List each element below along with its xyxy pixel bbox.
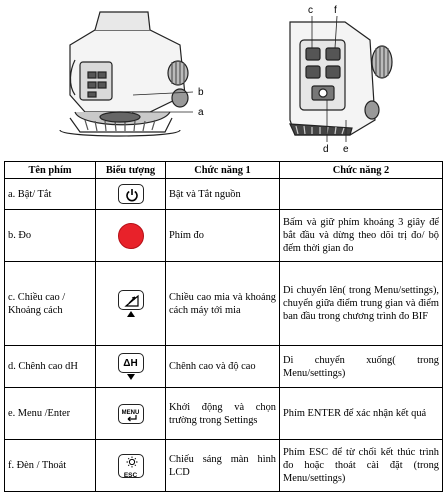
header-icon: Biểu tượng	[96, 162, 166, 179]
light-esc-icon: ESC	[118, 454, 144, 478]
arrow-up-icon	[127, 311, 135, 317]
function-1: Khởi động và chọn trường trong Settings	[166, 388, 280, 440]
table-row	[5, 346, 443, 388]
key-icon-cell	[96, 262, 166, 346]
table-row	[5, 388, 443, 440]
function-2: Bấm và giữ phím khoảng 3 giây để bắt đầu và dừng theo dõi trị đo/ bộ đếm thời gian đo	[280, 210, 443, 262]
function-2: Di chuyển lên( trong Menu/settings), chuyển giữa điểm trung gian và điểm ban đầu trong chương trình đo BIF	[280, 262, 443, 346]
function-1: Chênh cao và độ cao	[166, 346, 280, 388]
key-name: a. Bật/ Tắt	[5, 179, 96, 210]
function-2: Phím ENTER để xác nhận kết quả	[280, 388, 443, 440]
key-name: f. Đèn / Thoát	[5, 440, 96, 492]
table-header-row	[5, 162, 443, 179]
height-distance-icon	[118, 290, 144, 310]
function-1: Chiều cao mia và khoảng cách máy tới mia	[166, 262, 280, 346]
arrow-down-icon	[127, 374, 135, 380]
callout-f: f	[334, 5, 337, 16]
function-2	[280, 179, 443, 210]
function-2: Di chuyển xuống( trong Menu/settings)	[280, 346, 443, 388]
callout-c: c	[308, 5, 313, 16]
key-icon-cell	[96, 179, 166, 210]
function-1: Phím đo	[166, 210, 280, 262]
key-name: c. Chiều cao / Khoảng cách	[5, 262, 96, 346]
level-instrument-drawing	[60, 12, 193, 136]
callout-a: a	[198, 107, 204, 118]
keypad-closeup-drawing	[290, 16, 392, 142]
header-function-2: Chức năng 2	[280, 162, 443, 179]
instrument-illustrations	[0, 0, 447, 157]
callout-e: e	[343, 144, 349, 155]
red-circle-icon	[118, 223, 144, 249]
table-row	[5, 440, 443, 492]
key-name: d. Chênh cao dH	[5, 346, 96, 388]
table-row	[5, 179, 443, 210]
header-key-name: Tên phím	[5, 162, 96, 179]
key-icon-cell	[96, 346, 166, 388]
key-icon-cell	[96, 210, 166, 262]
key-function-table	[4, 161, 443, 492]
power-icon	[118, 184, 144, 204]
key-icon-cell	[96, 440, 166, 492]
table-row	[5, 210, 443, 262]
function-2: Phím ESC để từ chối kết thúc trình đo hoặc thoát cài đặt (trong Menu/settings)	[280, 440, 443, 492]
table-row	[5, 262, 443, 346]
key-icon-cell	[96, 388, 166, 440]
key-name: b. Đo	[5, 210, 96, 262]
header-function-1: Chức năng 1	[166, 162, 280, 179]
delta-h-icon: ΔH	[118, 353, 144, 373]
callout-b: b	[198, 87, 204, 98]
key-name: e. Menu /Enter	[5, 388, 96, 440]
function-1: Bật và Tắt nguồn	[166, 179, 280, 210]
function-1: Chiếu sáng màn hình LCD	[166, 440, 280, 492]
menu-icon: MENU	[118, 404, 144, 424]
callout-d: d	[323, 144, 329, 155]
